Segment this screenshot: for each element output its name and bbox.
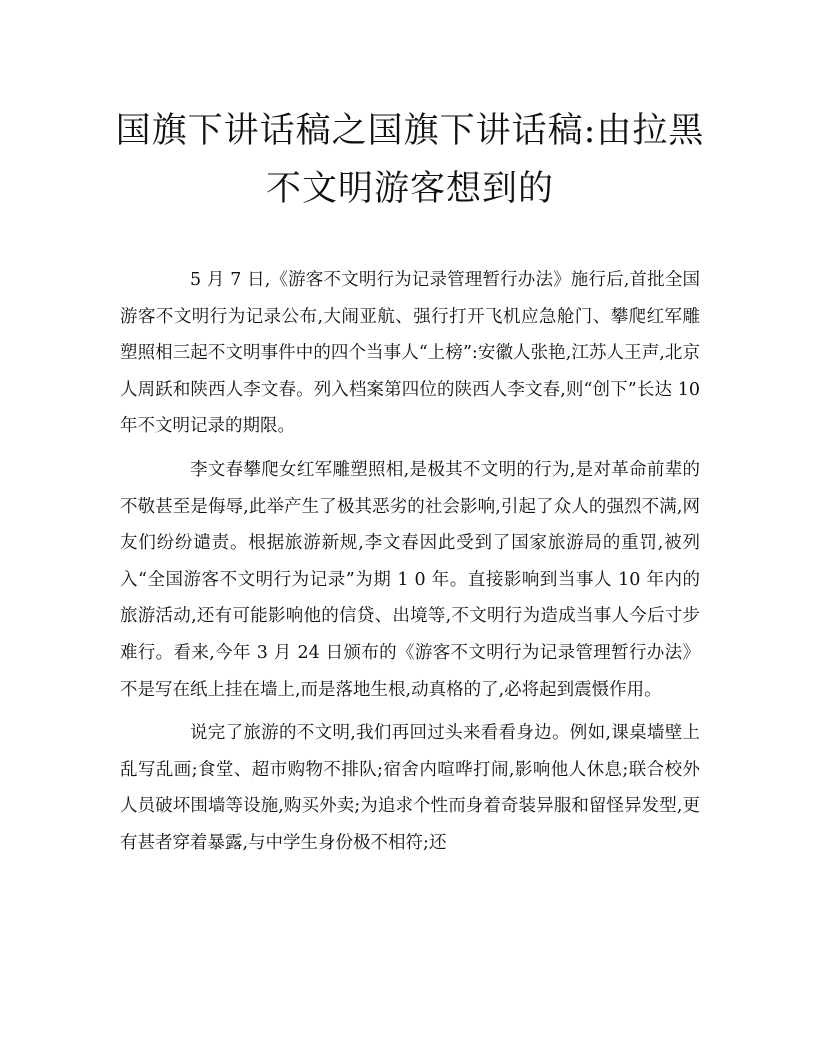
paragraph: 说完了旅游的不文明,我们再回过头来看看身边。例如,课桌墙壁上乱写乱画;食堂、超市购物不排队;宿舍内喧哗打闹,影响他人休息;联合校外人员破坏围墙等设施,购买外卖;为追求个性而身着奇装异服和留怪异发型,更有甚者穿着暴露,与中学生身份极不相符;还 (120, 723, 700, 853)
paragraph: 李文春攀爬女红军雕塑照相,是极其不文明的行为,是对革命前辈的不敬甚至是侮辱,此举产生了极其恶劣的社会影响,引起了众人的强烈不满,网友们纷纷谴责。根据旅游新规,李文春因此受到了国家旅游局的重罚,被列入“全国游客不文明行为记录”为期 1 0 年。直接影响到当事人 10 年内的旅游活动,还有可能影响他的信贷、出境等,不文明行为造成当事人今后寸步难行。看来,今年 3 月 24 日颁布的《游客不文明行为记录管理暂行办法》不是写在纸上挂在墙上,而是落地生根,动真格的了,必将起到震慑作用。 (120, 459, 700, 700)
paragraph: 5 月 7 日,《游客不文明行为记录管理暂行办法》施行后,首批全国游客不文明行为记录公布,大闹亚航、强行打开飞机应急舱门、攀爬红军雕塑照相三起不文明事件中的四个当事人“上榜”:安徽人张艳,江苏人王声,北京人周跃和陕西人李文春。列入档案第四位的陕西人李文春,则“创下”长达 10 年不文明记录的期限。 (120, 270, 700, 437)
document-body (120, 262, 700, 869)
document-title: 国旗下讲话稿之国旗下讲话稿:由拉黑不文明游客想到的 (115, 111, 705, 209)
